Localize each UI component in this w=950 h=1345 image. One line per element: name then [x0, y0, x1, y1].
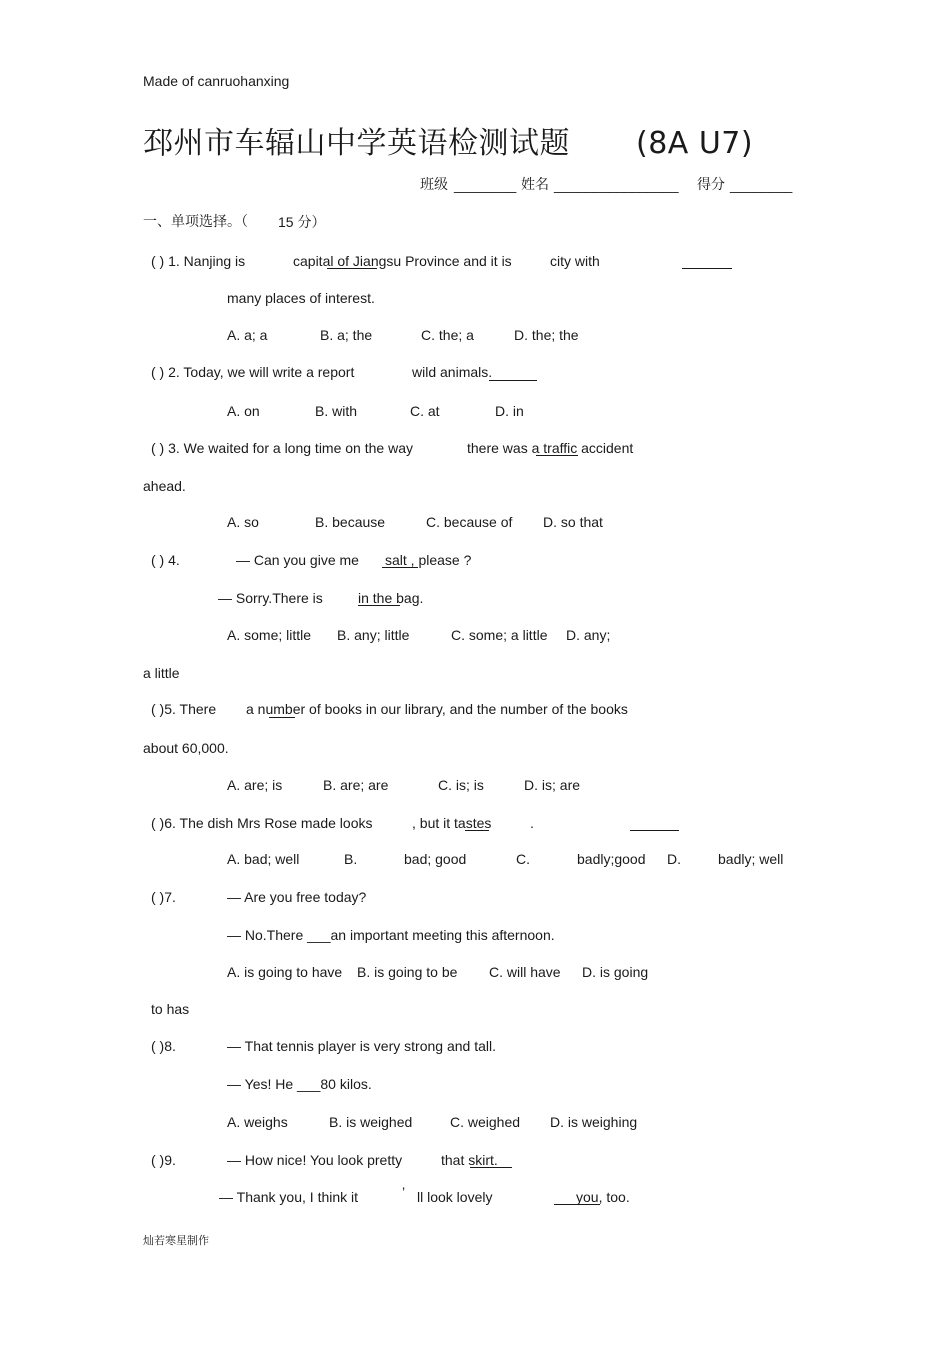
q5-continuation: about 60,000.: [143, 740, 229, 756]
q4-stem-b: — Can you give me: [236, 552, 359, 568]
q5-stem-a: ( )5. There: [151, 701, 217, 717]
q9-stem-a: ( )9.: [151, 1152, 176, 1168]
q4-option-b[interactable]: B. any; little: [337, 627, 410, 643]
q9-stem-c: that skirt.: [441, 1152, 498, 1168]
q5-option-c[interactable]: C. is; is: [438, 777, 484, 793]
q8-option-b[interactable]: B. is weighed: [329, 1114, 413, 1130]
q6-option-b-letter[interactable]: B.: [344, 851, 358, 867]
q4-option-d[interactable]: D. any;: [566, 627, 611, 643]
q1-continuation: many places of interest.: [227, 290, 375, 306]
q1-option-a[interactable]: A. a; a: [227, 327, 268, 343]
q2-option-d[interactable]: D. in: [495, 403, 524, 419]
name-label: 姓名: [521, 177, 549, 193]
section-points: 15 分）: [278, 214, 326, 230]
q4-stem-c: salt , please ?: [385, 552, 472, 568]
q9-stem-b: — How nice! You look pretty: [227, 1152, 403, 1168]
q6-option-c[interactable]: badly;good: [577, 851, 646, 867]
q7-option-b[interactable]: B. is going to be: [357, 964, 458, 980]
q4-stem-a: ( ) 4.: [151, 552, 180, 568]
q4-line2-b: in the bag.: [358, 590, 424, 606]
q3-underline: [536, 455, 578, 456]
q3-option-d[interactable]: D. so that: [543, 514, 603, 530]
q6-option-b[interactable]: bad; good: [404, 851, 467, 867]
q1-answer-blank[interactable]: [682, 268, 732, 269]
q3-option-a[interactable]: A. so: [227, 514, 259, 530]
q7-option-c[interactable]: C. will have: [489, 964, 561, 980]
made-of-note: Made of canruohanxing: [143, 73, 290, 89]
score-label: 得分: [697, 177, 725, 193]
q4-continuation: a little: [143, 665, 180, 681]
q8-line2: — Yes! He ___80 kilos.: [227, 1076, 372, 1092]
q1-underline-1: [327, 268, 377, 269]
q6-option-c-letter[interactable]: C.: [516, 851, 530, 867]
page-title: 邳州市车辐山中学英语检测试题: [143, 126, 570, 161]
q2-option-a[interactable]: A. on: [227, 403, 260, 419]
q4-answer-blank-2[interactable]: [358, 605, 400, 606]
q7-line2: — No.There ___an important meeting this afternoon.: [227, 927, 555, 943]
q8-option-c[interactable]: C. weighed: [450, 1114, 521, 1130]
q4-option-c[interactable]: C. some; a little: [451, 627, 548, 643]
q2-option-c[interactable]: C. at: [410, 403, 440, 419]
q6-option-a[interactable]: A. bad; well: [227, 851, 300, 867]
q2-stem-a: ( ) 2. Today, we will write a report: [151, 364, 355, 380]
q7-option-a[interactable]: A. is going to have: [227, 964, 343, 980]
q3-continuation: ahead.: [143, 478, 186, 494]
q2-stem-b: wild animals.: [412, 364, 493, 380]
q9-apostrophe: ’: [402, 1184, 406, 1200]
name-blank[interactable]: ________________: [554, 177, 679, 193]
q2-option-b[interactable]: B. with: [315, 403, 358, 419]
q9-line2-c: ll look lovely: [417, 1189, 493, 1205]
q3-option-c[interactable]: C. because of: [426, 514, 513, 530]
q7-stem-a: ( )7.: [151, 889, 176, 905]
q6-answer-blank[interactable]: [630, 830, 679, 831]
q8-option-d[interactable]: D. is weighing: [550, 1114, 638, 1130]
q9-line2-a: — Thank you, I think it: [219, 1189, 359, 1205]
q5-stem-b: a number of books in our library, and the number of the books: [246, 701, 628, 717]
class-label: 班级: [420, 177, 448, 193]
q5-option-a[interactable]: A. are; is: [227, 777, 283, 793]
q8-option-a[interactable]: A. weighs: [227, 1114, 288, 1130]
q4-option-a[interactable]: A. some; little: [227, 627, 312, 643]
q9-answer-blank-1[interactable]: [470, 1167, 512, 1168]
q6-underline: [465, 830, 489, 831]
q6-stem-c: .: [530, 815, 534, 831]
q6-option-d[interactable]: badly; well: [718, 851, 784, 867]
q1-stem-b: capital of Jiangsu Province and it is: [293, 253, 512, 269]
q7-stem-b: — Are you free today?: [227, 889, 367, 905]
class-blank[interactable]: ________: [454, 177, 517, 193]
q6-option-d-letter[interactable]: D.: [667, 851, 681, 867]
q3-option-b[interactable]: B. because: [315, 514, 386, 530]
q1-stem-c: city with: [550, 253, 600, 269]
q6-stem-a: ( )6. The dish Mrs Rose made looks: [151, 815, 373, 831]
q1-stem-a: ( ) 1. Nanjing is: [151, 253, 246, 269]
q5-option-d[interactable]: D. is; are: [524, 777, 581, 793]
score-blank[interactable]: ________: [730, 177, 793, 193]
q7-continuation: to has: [151, 1001, 190, 1017]
q5-underline: [269, 717, 295, 718]
q8-stem-a: ( )8.: [151, 1038, 176, 1054]
footer-text: 灿若寒星制作: [143, 1234, 209, 1247]
q4-line2-a: — Sorry.There is: [218, 590, 323, 606]
q1-option-b[interactable]: B. a; the: [320, 327, 373, 343]
q4-answer-blank-1[interactable]: [382, 567, 418, 568]
q3-stem-b: there was a traffic accident: [467, 440, 634, 456]
title-code: (8A U7): [636, 126, 754, 161]
q1-option-d[interactable]: D. the; the: [514, 327, 579, 343]
q9-line2-d: you, too.: [576, 1189, 630, 1205]
q5-option-b[interactable]: B. are; are: [323, 777, 389, 793]
section-heading: 一、单项选择。（: [143, 214, 248, 230]
q8-stem-b: — That tennis player is very strong and tall.: [227, 1038, 496, 1054]
q3-stem-a: ( ) 3. We waited for a long time on the way: [151, 440, 413, 456]
q7-option-d[interactable]: D. is going: [582, 964, 649, 980]
q2-answer-blank[interactable]: [489, 380, 537, 381]
q1-option-c[interactable]: C. the; a: [421, 327, 474, 343]
q6-stem-b: , but it tastes: [412, 815, 492, 831]
